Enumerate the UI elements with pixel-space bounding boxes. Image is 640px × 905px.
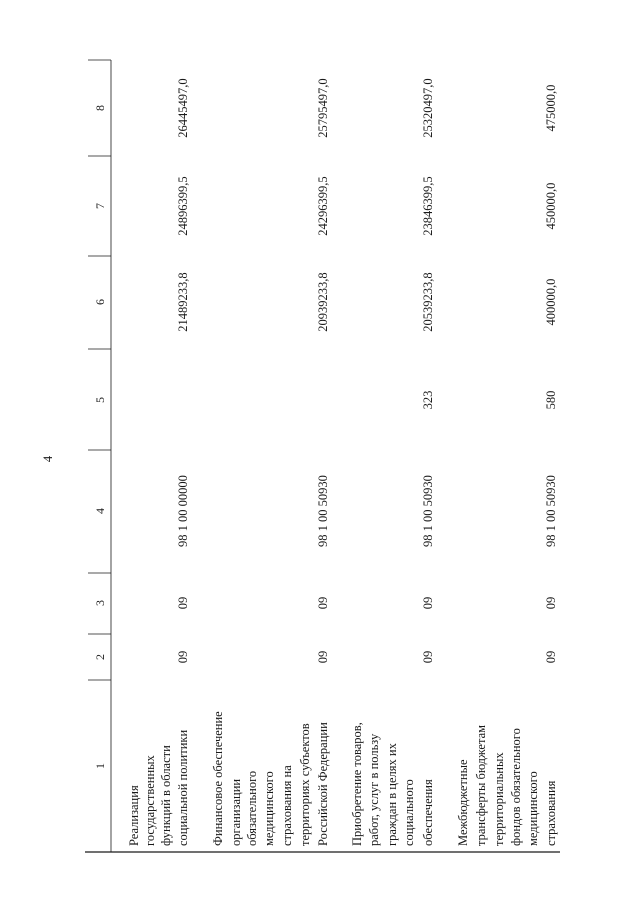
row-name-line: медицинского [526,771,540,846]
amount-col-7: 24296399,5 [316,176,330,236]
row-name-line: Финансовое обеспечение [211,711,225,846]
amount-col-8: 26445497,0 [176,78,190,138]
row-name-line: обязательного [245,770,259,846]
row-name-line: территориальных [492,752,506,846]
section-code: 09 [421,650,435,664]
amount-col-8: 25320497,0 [421,78,435,138]
row-name-line: социальной политики [176,729,190,846]
row-name-line: государственных [143,755,157,846]
amount-col-7: 23846399,5 [421,176,435,236]
target-article-code: 98 1 00 50930 [421,475,435,547]
amount-col-7: 24896399,5 [176,176,190,236]
subsection-code: 09 [544,596,558,610]
target-article-code: 98 1 00 50930 [544,475,558,547]
row-name-line: Межбюджетные [456,759,470,846]
row-name-line: граждан в целях их [385,743,399,846]
row-name-line: территориях субъектов [298,723,312,846]
amount-col-7: 450000,0 [544,182,558,230]
column-header-8: 8 [93,105,107,111]
column-header-2: 2 [93,654,107,660]
row-name-line: Приобретение товаров, [350,722,364,846]
target-article-code: 98 1 00 50930 [316,475,330,547]
expense-type-code: 580 [544,390,558,410]
subsection-code: 09 [421,596,435,610]
row-name-line: социального [402,779,416,846]
column-header-4: 4 [93,508,107,514]
amount-col-8: 25795497,0 [316,78,330,138]
column-header-1: 1 [93,763,107,769]
target-article-code: 98 1 00 00000 [176,475,190,547]
row-name-line: Российской Федерации [316,722,330,846]
column-header-3: 3 [93,600,107,606]
section-code: 09 [316,650,330,664]
table-row [456,85,558,846]
row-name-line: Реализация [127,785,141,846]
expense-type-code: 323 [421,390,435,410]
amount-col-6: 400000,0 [544,278,558,326]
row-name-line: медицинского [262,771,276,846]
table-row [211,78,330,846]
amount-col-6: 21489233,8 [176,272,190,332]
amount-col-6: 20539233,8 [421,272,435,332]
page-number: 4 [41,455,55,463]
table-row [350,78,435,846]
amount-col-6: 20939233,8 [316,272,330,332]
row-name-line: страхования [544,780,558,846]
subsection-code: 09 [316,596,330,610]
column-header-7: 7 [93,203,107,209]
row-name-line: организации [229,778,243,846]
section-code: 09 [544,650,558,664]
row-name-line: обеспечения [421,779,435,846]
table-header [93,105,107,769]
column-header-5: 5 [93,397,107,403]
amount-col-8: 475000,0 [544,84,558,132]
row-name-line: функций в области [159,745,173,846]
table-row [127,78,190,846]
row-name-line: страхования на [280,765,294,846]
section-code: 09 [176,650,190,664]
column-header-6: 6 [93,299,107,305]
subsection-code: 09 [176,596,190,610]
row-name-line: трансферты бюджетам [474,724,488,846]
row-name-line: работ, услуг в пользу [367,733,381,846]
row-name-line: фондов обязательного [509,728,523,846]
